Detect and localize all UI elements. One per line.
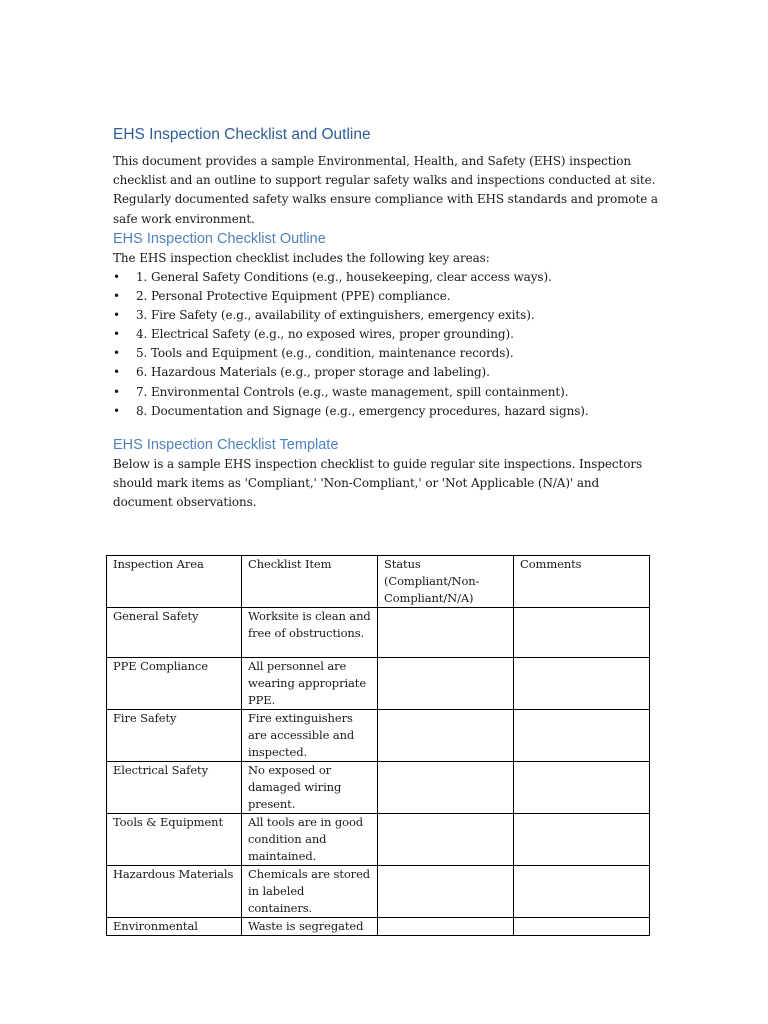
bullet-icon: • — [113, 384, 120, 399]
item-cell: All personnel are wearing appropriate PPE. — [242, 658, 378, 710]
status-cell[interactable] — [378, 866, 514, 918]
bullet-icon: • — [113, 346, 120, 361]
template-lead: Below is a sample EHS inspection checklist to guide regular site inspections. Inspectors should mark items as 'Compliant,' 'Non-Compliant,' or 'Not Applicable (N/A)' and document observations. — [113, 456, 643, 510]
area-cell: Environmental — [107, 918, 242, 936]
area-cell: General Safety — [107, 608, 242, 658]
table-row — [107, 866, 650, 918]
item-cell: All tools are in good condition and maintained. — [242, 814, 378, 866]
table-row — [107, 658, 650, 710]
table-row — [107, 710, 650, 762]
intro-paragraph: This document provides a sample Environmental, Health, and Safety (EHS) inspection checklist and an outline to support regular safety walks and inspections conducted at site. Regularly documented safety walks ensure compliance with EHS standards and promote a safe work environment. — [113, 154, 658, 226]
list-item: • 6. Hazardous Materials (e.g., proper storage and labeling). — [113, 363, 658, 382]
bullet-icon: • — [113, 270, 120, 285]
outline-lead: The EHS inspection checklist includes the following key areas: — [113, 250, 490, 265]
status-cell[interactable] — [378, 658, 514, 710]
area-cell: Electrical Safety — [107, 762, 242, 814]
status-cell[interactable] — [378, 608, 514, 658]
list-item: • 3. Fire Safety (e.g., availability of extinguishers, emergency exits). — [113, 306, 658, 325]
bullet-icon: • — [113, 403, 120, 418]
comments-cell[interactable] — [514, 710, 650, 762]
inspection-checklist-table — [106, 555, 650, 936]
bullet-icon: • — [113, 365, 120, 380]
item-cell: No exposed or damaged wiring present. — [242, 762, 378, 814]
area-cell: Hazardous Materials — [107, 866, 242, 918]
status-cell[interactable] — [378, 710, 514, 762]
column-header-checklist-item: Checklist Item — [242, 556, 378, 608]
table-row — [107, 814, 650, 866]
comments-cell[interactable] — [514, 762, 650, 814]
status-cell[interactable] — [378, 762, 514, 814]
document-title: EHS Inspection Checklist and Outline — [113, 126, 371, 143]
bullet-icon: • — [113, 289, 120, 304]
table-row — [107, 608, 650, 658]
list-item: • 8. Documentation and Signage (e.g., emergency procedures, hazard signs). — [113, 402, 658, 421]
list-item: • 2. Personal Protective Equipment (PPE) compliance. — [113, 287, 658, 306]
area-cell: PPE Compliance — [107, 658, 242, 710]
key-areas-list — [113, 268, 658, 421]
table-row — [107, 762, 650, 814]
document-content — [113, 124, 658, 512]
comments-cell[interactable] — [514, 814, 650, 866]
table-row — [107, 918, 650, 936]
item-cell: Waste is segregated — [242, 918, 378, 936]
list-item: • 7. Environmental Controls (e.g., waste management, spill containment). — [113, 383, 658, 402]
column-header-inspection-area: Inspection Area — [107, 556, 242, 608]
comments-cell[interactable] — [514, 658, 650, 710]
outline-heading: EHS Inspection Checklist Outline — [113, 230, 326, 247]
comments-cell[interactable] — [514, 866, 650, 918]
column-header-comments: Comments — [514, 556, 650, 608]
status-cell[interactable] — [378, 814, 514, 866]
table-header-row — [107, 556, 650, 608]
bullet-icon: • — [113, 308, 120, 323]
item-cell: Fire extinguishers are accessible and inspected. — [242, 710, 378, 762]
template-heading: EHS Inspection Checklist Template — [113, 436, 339, 453]
bullet-icon: • — [113, 327, 120, 342]
list-item: • 1. General Safety Conditions (e.g., housekeeping, clear access ways). — [113, 268, 658, 287]
item-cell: Chemicals are stored in labeled containers. — [242, 866, 378, 918]
area-cell: Tools & Equipment — [107, 814, 242, 866]
area-cell: Fire Safety — [107, 710, 242, 762]
comments-cell[interactable] — [514, 608, 650, 658]
comments-cell[interactable] — [514, 918, 650, 936]
status-cell[interactable] — [378, 918, 514, 936]
list-item: • 5. Tools and Equipment (e.g., condition, maintenance records). — [113, 344, 658, 363]
list-item: • 4. Electrical Safety (e.g., no exposed wires, proper grounding). — [113, 325, 658, 344]
column-header-status: Status (Compliant/Non-Compliant/N/A) — [378, 556, 514, 608]
item-cell: Worksite is clean and free of obstructions. — [242, 608, 378, 658]
